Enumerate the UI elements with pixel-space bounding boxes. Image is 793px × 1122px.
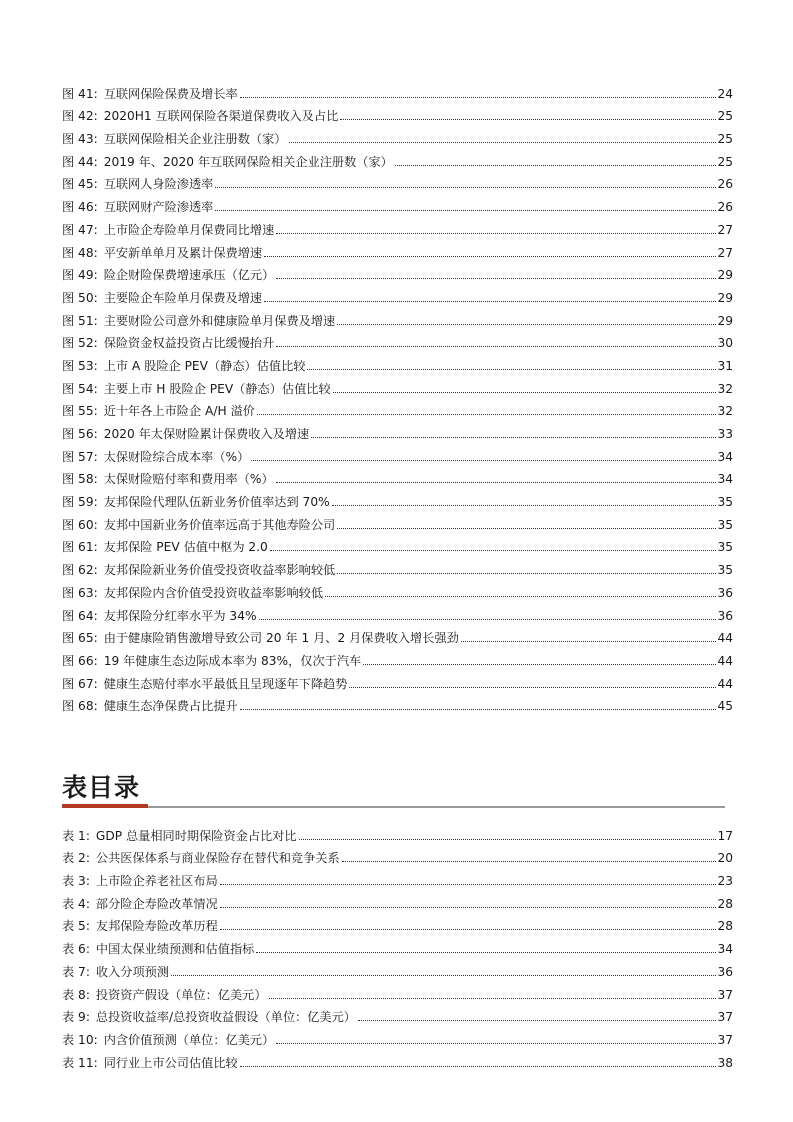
figure-toc-entry[interactable] — [62, 78, 733, 101]
figure-toc-entry-page-number[interactable]: 27 — [717, 245, 733, 260]
dot-leader — [461, 641, 717, 642]
figure-toc-entry-title[interactable]: 近十年各上市险企 A/H 溢价 — [103, 404, 255, 419]
dot-leader — [270, 550, 717, 551]
table-toc-entry-page-number[interactable]: 20 — [717, 851, 733, 866]
dot-leader — [342, 861, 717, 862]
figure-toc-entry-label: 图 48: — [62, 245, 98, 260]
dot-leader — [259, 619, 717, 620]
figure-toc-entry-label: 图 68: — [62, 699, 98, 714]
figure-toc-entry-page-number[interactable]: 35 — [717, 563, 733, 578]
figure-toc-entry-label: 图 62: — [62, 563, 98, 578]
figure-toc-entry-label: 图 67: — [62, 676, 98, 691]
table-toc-entry[interactable] — [62, 1024, 733, 1047]
dot-leader — [333, 392, 717, 393]
figure-toc-entry-title[interactable]: 互联网保险相关企业注册数（家） — [103, 132, 287, 147]
figure-toc-entry[interactable] — [62, 509, 733, 532]
figure-toc-entry[interactable] — [62, 373, 733, 396]
dot-leader — [240, 1066, 717, 1067]
table-toc-entry[interactable] — [62, 843, 733, 866]
figure-toc-entry[interactable] — [62, 282, 733, 305]
table-toc-entry-page-number[interactable]: 28 — [717, 919, 733, 934]
dot-leader — [337, 324, 716, 325]
figure-toc-entry-label: 图 63: — [62, 585, 98, 600]
figure-toc-entry-label: 图 66: — [62, 653, 98, 668]
dot-leader — [337, 573, 716, 574]
figure-toc-entry-page-number[interactable]: 36 — [717, 608, 733, 623]
dot-leader — [311, 437, 716, 438]
figure-toc-entry[interactable] — [62, 237, 733, 260]
table-toc-entry-page-number[interactable]: 28 — [717, 896, 733, 911]
figure-toc-entry[interactable] — [62, 146, 733, 169]
table-toc-entry-page-number[interactable]: 23 — [717, 874, 733, 889]
figure-toc-entry-label: 图 64: — [62, 608, 98, 623]
figure-toc-entry[interactable] — [62, 623, 733, 646]
figure-toc-entry-page-number[interactable]: 36 — [717, 585, 733, 600]
figure-toc-entry-title[interactable]: 由于健康险销售激增导致公司 20 年 1 月、2 月保费收入增长强劲 — [103, 631, 459, 646]
dot-leader — [276, 346, 716, 347]
table-toc-entry-label: 表 9: — [62, 1010, 90, 1025]
figure-toc-entry-label: 图 43: — [62, 132, 98, 147]
figure-toc-entry[interactable] — [62, 464, 733, 487]
figure-toc-entry-page-number[interactable]: 35 — [717, 540, 733, 555]
dot-leader — [363, 664, 716, 665]
dot-leader — [257, 414, 717, 415]
figure-toc-entry-page-number[interactable]: 24 — [717, 86, 733, 101]
table-toc-entry-label: 表 6: — [62, 942, 90, 957]
figure-toc-entry-label: 图 65: — [62, 631, 98, 646]
figure-toc-entry-title[interactable]: 太保财险综合成本率（%） — [103, 449, 250, 464]
figure-toc-entry[interactable] — [62, 260, 733, 283]
figure-toc-entry-page-number[interactable]: 44 — [717, 631, 733, 646]
figure-toc-entry-title[interactable]: 险企财险保费增速承压（亿元） — [103, 268, 275, 283]
figure-toc-entry[interactable] — [62, 600, 733, 623]
table-toc-entry-label: 表 5: — [62, 919, 90, 934]
dot-leader — [358, 1020, 717, 1021]
figure-toc-entry-page-number[interactable]: 26 — [717, 177, 733, 192]
table-toc-entry-title[interactable]: 上市险企养老社区布局 — [95, 874, 218, 889]
table-toc-entry[interactable] — [62, 911, 733, 934]
figure-toc-entry-label: 图 49: — [62, 268, 98, 283]
figure-toc-entry-title[interactable]: 友邦保险新业务价值受投资收益率影响较低 — [103, 563, 336, 578]
figure-toc-entry-title[interactable]: 平安新单单月及累计保费增速 — [103, 245, 263, 260]
figure-toc-entry-title[interactable]: 友邦中国新业务价值率远高于其他寿险公司 — [103, 517, 336, 532]
dot-leader — [276, 278, 716, 279]
table-toc-entry[interactable] — [62, 888, 733, 911]
figure-toc-entry-title[interactable]: 互联网财产险渗透率 — [103, 200, 214, 215]
dot-leader — [220, 884, 717, 885]
figure-toc-entry-label: 图 41: — [62, 86, 98, 101]
dot-leader — [332, 505, 717, 506]
dot-leader — [269, 998, 717, 999]
figure-toc-entry[interactable] — [62, 645, 733, 668]
dot-leader — [240, 709, 717, 710]
figure-toc-entry[interactable] — [62, 577, 733, 600]
figure-toc-entry-page-number[interactable]: 33 — [717, 427, 733, 441]
table-toc-entry-title[interactable]: 内含价值预测（单位：亿美元） — [103, 1032, 275, 1047]
figure-toc-entry-label: 图 60: — [62, 517, 98, 532]
figure-toc-entry[interactable] — [62, 305, 733, 328]
figure-toc-entry-page-number[interactable]: 45 — [717, 699, 733, 714]
figure-toc-entry-label: 图 59: — [62, 495, 98, 510]
figure-toc-entry-title[interactable]: 2020H1 互联网保险各渠道保费收入及占比 — [103, 109, 339, 124]
table-toc-entry-title[interactable]: GDP 总量相同时期保险资金占比对比 — [95, 828, 297, 843]
figure-toc-entry-title[interactable]: 上市 A 股险企 PEV（静态）估值比较 — [103, 358, 306, 373]
table-toc-entry[interactable] — [62, 979, 733, 1002]
figure-toc-entry-title[interactable]: 互联网保险保费及增长率 — [103, 86, 238, 101]
table-toc-entry[interactable] — [62, 1047, 733, 1070]
figure-toc-entry[interactable] — [62, 691, 733, 714]
figure-toc-entry[interactable] — [62, 668, 733, 691]
table-toc-entry-page-number[interactable]: 37 — [717, 1010, 733, 1025]
figure-toc-entry-page-number[interactable]: 32 — [717, 404, 733, 419]
figure-toc-entry-page-number[interactable]: 29 — [717, 290, 733, 305]
figure-toc-entry-page-number[interactable]: 31 — [717, 358, 733, 373]
figure-toc-entry[interactable] — [62, 328, 733, 351]
dot-leader — [337, 528, 716, 529]
section-accent-bar — [62, 804, 148, 808]
table-toc-entry-label: 表 7: — [62, 964, 90, 979]
dot-leader — [340, 119, 716, 120]
figure-toc-entry[interactable] — [62, 350, 733, 373]
table-toc-heading: 表目录 — [62, 773, 141, 802]
figure-toc-entry-label: 图 58: — [62, 472, 98, 487]
table-toc-entry-label: 表 10: — [62, 1032, 98, 1047]
figure-toc-entry[interactable] — [62, 554, 733, 577]
figure-toc-entry-page-number[interactable]: 44 — [717, 676, 733, 691]
dot-leader — [276, 233, 716, 234]
figure-toc-entry-title[interactable]: 19 年健康生态边际成本率为 83%，仅次于汽车 — [103, 653, 362, 668]
figure-toc-entry[interactable] — [62, 169, 733, 192]
figure-toc-entry-page-number[interactable]: 35 — [717, 495, 733, 510]
dot-leader — [240, 97, 717, 98]
dot-leader — [395, 165, 717, 166]
figure-toc-entry-title[interactable]: 2020 年太保财险累计保费收入及增速 — [103, 427, 310, 441]
figure-toc-entry-label: 图 52: — [62, 336, 98, 351]
table-toc-entry-title[interactable]: 投资资产假设（单位：亿美元） — [95, 987, 267, 1002]
figure-toc-entry-label: 图 44: — [62, 154, 98, 169]
figure-toc-entry-page-number[interactable]: 35 — [717, 517, 733, 532]
figure-toc-entry-page-number[interactable]: 34 — [717, 449, 733, 464]
figure-toc-entry-title[interactable]: 主要财险公司意外和健康险单月保费及增速 — [103, 313, 336, 328]
figure-toc-entry-label: 图 51: — [62, 313, 98, 328]
figure-toc-entry-label: 图 53: — [62, 358, 98, 373]
dot-leader — [171, 975, 716, 976]
figure-toc-entry[interactable] — [62, 486, 733, 509]
table-toc-entry[interactable] — [62, 865, 733, 888]
figure-toc-entry-page-number[interactable]: 25 — [717, 154, 733, 169]
figure-toc-list — [62, 78, 733, 713]
dot-leader — [220, 929, 717, 930]
table-toc-entry[interactable] — [62, 820, 733, 843]
figure-toc-entry-title[interactable]: 友邦保险内含价值受投资收益率影响较低 — [103, 585, 324, 600]
table-toc-entry-label: 表 2: — [62, 851, 90, 866]
figure-toc-entry-label: 图 47: — [62, 222, 98, 237]
dot-leader — [264, 256, 716, 257]
figure-toc-entry-title[interactable]: 主要险企车险单月保费及增速 — [103, 290, 263, 305]
table-toc-entry-label: 表 8: — [62, 987, 90, 1002]
figure-toc-entry-page-number[interactable]: 29 — [717, 313, 733, 328]
table-toc-entry-title[interactable]: 同行业上市公司估值比较 — [103, 1055, 238, 1070]
table-toc-entry[interactable] — [62, 956, 733, 979]
figure-toc-entry-label: 图 56: — [62, 427, 98, 441]
table-toc-entry-title[interactable]: 总投资收益率/总投资收益假设（单位：亿美元） — [95, 1010, 356, 1025]
figure-toc-entry-label: 图 54: — [62, 381, 98, 396]
figure-toc-entry[interactable] — [62, 101, 733, 124]
table-toc-entry-page-number[interactable]: 36 — [717, 964, 733, 979]
section-divider — [62, 806, 725, 808]
figure-toc-entry-label: 图 46: — [62, 200, 98, 215]
dot-leader — [264, 301, 716, 302]
figure-toc-entry-page-number[interactable]: 25 — [717, 132, 733, 147]
figure-toc-entry[interactable] — [62, 123, 733, 146]
figure-toc-entry-page-number[interactable]: 27 — [717, 222, 733, 237]
table-toc-entry-title[interactable]: 收入分项预测 — [95, 964, 170, 979]
table-toc-entry-page-number[interactable]: 38 — [717, 1055, 733, 1070]
dot-leader — [307, 369, 716, 370]
dot-leader — [256, 952, 716, 953]
table-toc-entry-page-number[interactable]: 17 — [717, 828, 733, 843]
figure-toc-entry-page-number[interactable]: 30 — [717, 336, 733, 351]
figure-toc-entry-page-number[interactable]: 34 — [717, 472, 733, 487]
figure-toc-entry-title[interactable]: 友邦保险 PEV 估值中枢为 2.0 — [103, 540, 268, 555]
dot-leader — [215, 187, 716, 188]
figure-toc-entry[interactable] — [62, 418, 733, 441]
table-toc-entry-title[interactable]: 公共医保体系与商业保险存在替代和竞争关系 — [95, 851, 340, 866]
figure-toc-entry-label: 图 55: — [62, 404, 98, 419]
figure-toc-entry-page-number[interactable]: 26 — [717, 200, 733, 215]
figure-toc-entry-title[interactable]: 健康生态赔付率水平最低且呈现逐年下降趋势 — [103, 676, 348, 691]
table-toc-entry-label: 表 11: — [62, 1055, 98, 1070]
table-toc-entry-page-number[interactable]: 37 — [717, 1032, 733, 1047]
figure-toc-entry-title[interactable]: 主要上市 H 股险企 PEV（静态）估值比较 — [103, 381, 331, 396]
figure-toc-entry-title[interactable]: 2019 年、2020 年互联网保险相关企业注册数（家） — [103, 154, 393, 169]
table-toc-entry-label: 表 1: — [62, 828, 90, 843]
dot-leader — [220, 907, 717, 908]
table-toc-entry[interactable] — [62, 1002, 733, 1025]
figure-toc-entry[interactable] — [62, 191, 733, 214]
figure-toc-entry-page-number[interactable]: 29 — [717, 268, 733, 283]
table-toc-entry-page-number[interactable]: 34 — [717, 942, 733, 957]
dot-leader — [251, 460, 716, 461]
figure-toc-entry-title[interactable]: 友邦保险代理队伍新业务价值率达到 70% — [103, 495, 330, 510]
table-toc-entry[interactable] — [62, 933, 733, 956]
table-toc-entry-title[interactable]: 中国太保业绩预测和估值指标 — [95, 942, 255, 957]
figure-toc-entry[interactable] — [62, 441, 733, 464]
dot-leader — [299, 839, 717, 840]
figure-toc-entry-title[interactable]: 友邦保险分红率水平为 34% — [103, 608, 257, 623]
figure-toc-entry[interactable] — [62, 214, 733, 237]
figure-toc-entry-label: 图 45: — [62, 177, 98, 192]
figure-toc-entry-title[interactable]: 保险资金权益投资占比缓慢抬升 — [103, 336, 275, 351]
figure-toc-entry-label: 图 57: — [62, 449, 98, 464]
figure-toc-entry-label: 图 50: — [62, 290, 98, 305]
figure-toc-entry-label: 图 42: — [62, 109, 98, 124]
dot-leader — [289, 142, 717, 143]
dot-leader — [349, 687, 716, 688]
dot-leader — [215, 210, 716, 211]
table-toc-entry-title[interactable]: 友邦保险寿险改革历程 — [95, 919, 218, 934]
table-toc-entry-page-number[interactable]: 37 — [717, 987, 733, 1002]
figure-toc-entry-title[interactable]: 互联网人身险渗透率 — [103, 177, 214, 192]
figure-toc-entry-title[interactable]: 上市险企寿险单月保费同比增速 — [103, 222, 275, 237]
dot-leader — [276, 482, 717, 483]
figure-toc-entry[interactable] — [62, 532, 733, 555]
figure-toc-entry-title[interactable]: 健康生态净保费占比提升 — [103, 699, 238, 714]
table-toc-entry-title[interactable]: 部分险企寿险改革情况 — [95, 896, 218, 911]
figure-toc-entry-page-number[interactable]: 25 — [717, 109, 733, 124]
table-toc-entry-label: 表 4: — [62, 896, 90, 911]
figure-toc-entry[interactable] — [62, 396, 733, 419]
table-toc-entry-label: 表 3: — [62, 874, 90, 889]
figure-toc-entry-page-number[interactable]: 44 — [717, 653, 733, 668]
figure-toc-entry-label: 图 61: — [62, 540, 98, 555]
figure-toc-entry-title[interactable]: 太保财险赔付率和费用率（%） — [103, 472, 274, 487]
figure-toc-entry-page-number[interactable]: 32 — [717, 381, 733, 396]
dot-leader — [325, 596, 716, 597]
table-toc-list — [62, 820, 733, 1070]
dot-leader — [276, 1043, 716, 1044]
